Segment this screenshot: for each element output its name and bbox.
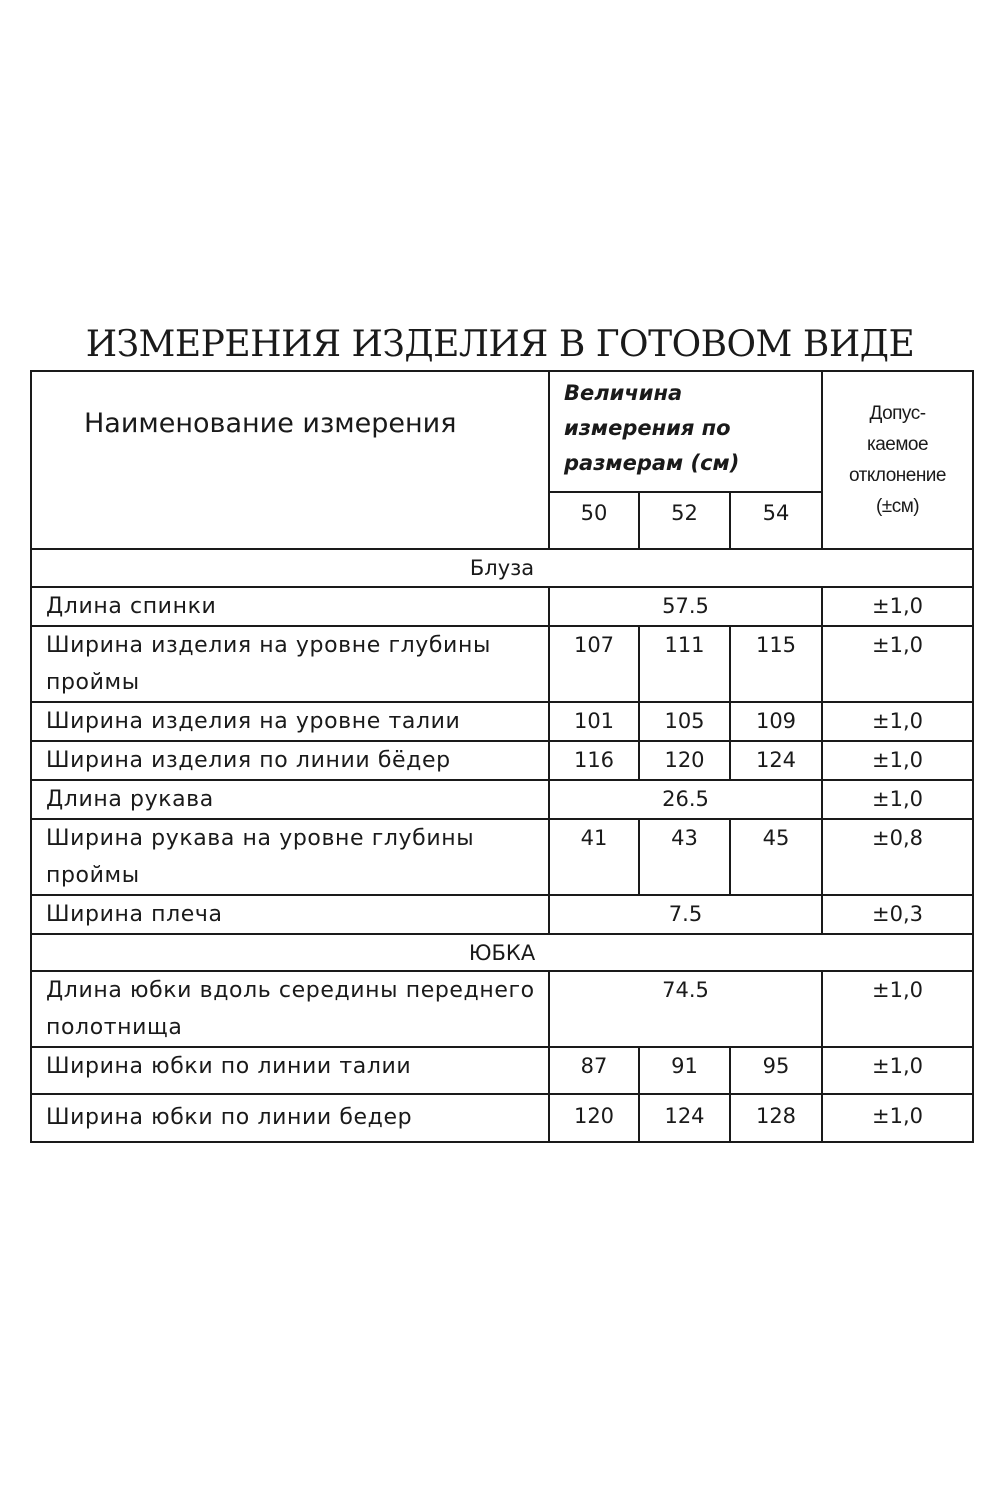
header-tolerance-line: Допус- (869, 403, 926, 424)
tolerance-cell: ±1,0 (822, 626, 973, 702)
size-header-cell: 50 (549, 492, 639, 549)
header-measurement-name (31, 371, 549, 549)
value-cell: 107 (549, 626, 639, 702)
table-row (31, 819, 973, 895)
value-cell: 41 (549, 819, 639, 895)
header-tolerance-line: отклонение (849, 465, 946, 486)
measurement-name: Длина рукава (31, 780, 549, 819)
value-cell: 120 (639, 741, 730, 780)
measurement-name: Длина юбки вдоль середины переднего полотнища (31, 971, 549, 1047)
tolerance-cell: ±1,0 (822, 1094, 973, 1142)
value-cell: 115 (730, 626, 822, 702)
merged-value-cell: 7.5 (549, 895, 822, 934)
header-size-line: размерам (см) (564, 451, 740, 475)
header-row (31, 371, 973, 492)
value-cell: 87 (549, 1047, 639, 1094)
value-cell: 109 (730, 702, 822, 741)
table-row (31, 1094, 973, 1142)
tolerance-cell: ±1,0 (822, 1047, 973, 1094)
header-size-line: Величина (564, 381, 683, 405)
measurement-name: Ширина рукава на уровне глубины проймы (31, 819, 549, 895)
measurement-name: Ширина изделия по линии бёдер (31, 741, 549, 780)
header-size-value (549, 371, 822, 492)
value-cell: 43 (639, 819, 730, 895)
header-tolerance-line: каемое (866, 434, 929, 455)
measurement-name: Длина спинки (31, 587, 549, 626)
measurement-name: Ширина юбки по линии талии (31, 1047, 549, 1094)
measurement-table (30, 370, 974, 1143)
table-row (31, 971, 973, 1047)
value-cell: 45 (730, 819, 822, 895)
table-row (31, 780, 973, 819)
section-row (31, 934, 973, 971)
tolerance-cell: ±1,0 (822, 702, 973, 741)
section-title: ЮБКА (31, 934, 973, 971)
header-tolerance-line: (±см) (875, 496, 920, 517)
value-cell: 120 (549, 1094, 639, 1142)
section-row (31, 549, 973, 587)
value-cell: 95 (730, 1047, 822, 1094)
tolerance-cell: ±0,8 (822, 819, 973, 895)
table-row (31, 895, 973, 934)
tolerance-cell: ±1,0 (822, 780, 973, 819)
table-row (31, 1047, 973, 1094)
table-row (31, 741, 973, 780)
merged-value-cell: 26.5 (549, 780, 822, 819)
header-size-line: измерения по (564, 416, 731, 440)
measurement-name: Ширина изделия на уровне талии (31, 702, 549, 741)
tolerance-cell: ±1,0 (822, 587, 973, 626)
size-header-cell: 54 (730, 492, 822, 549)
measurement-name: Ширина изделия на уровне глубины проймы (31, 626, 549, 702)
table-row (31, 702, 973, 741)
value-cell: 101 (549, 702, 639, 741)
table-row (31, 587, 973, 626)
value-cell: 116 (549, 741, 639, 780)
section-title: Блуза (31, 549, 973, 587)
value-cell: 124 (730, 741, 822, 780)
merged-value-cell: 57.5 (549, 587, 822, 626)
header-tolerance (822, 371, 973, 549)
header-measurement-name-label: Наименование измерения (84, 408, 457, 439)
tolerance-cell: ±1,0 (822, 741, 973, 780)
value-cell: 105 (639, 702, 730, 741)
tolerance-cell: ±1,0 (822, 971, 973, 1047)
page-title: ИЗМЕРЕНИЯ ИЗДЕЛИЯ В ГОТОВОМ ВИДЕ (85, 324, 915, 365)
value-cell: 124 (639, 1094, 730, 1142)
value-cell: 91 (639, 1047, 730, 1094)
value-cell: 128 (730, 1094, 822, 1142)
measurement-name: Ширина плеча (31, 895, 549, 934)
measurement-name: Ширина юбки по линии бедер (31, 1094, 549, 1142)
merged-value-cell: 74.5 (549, 971, 822, 1047)
table-row (31, 626, 973, 702)
tolerance-cell: ±0,3 (822, 895, 973, 934)
value-cell: 111 (639, 626, 730, 702)
size-header-cell: 52 (639, 492, 730, 549)
